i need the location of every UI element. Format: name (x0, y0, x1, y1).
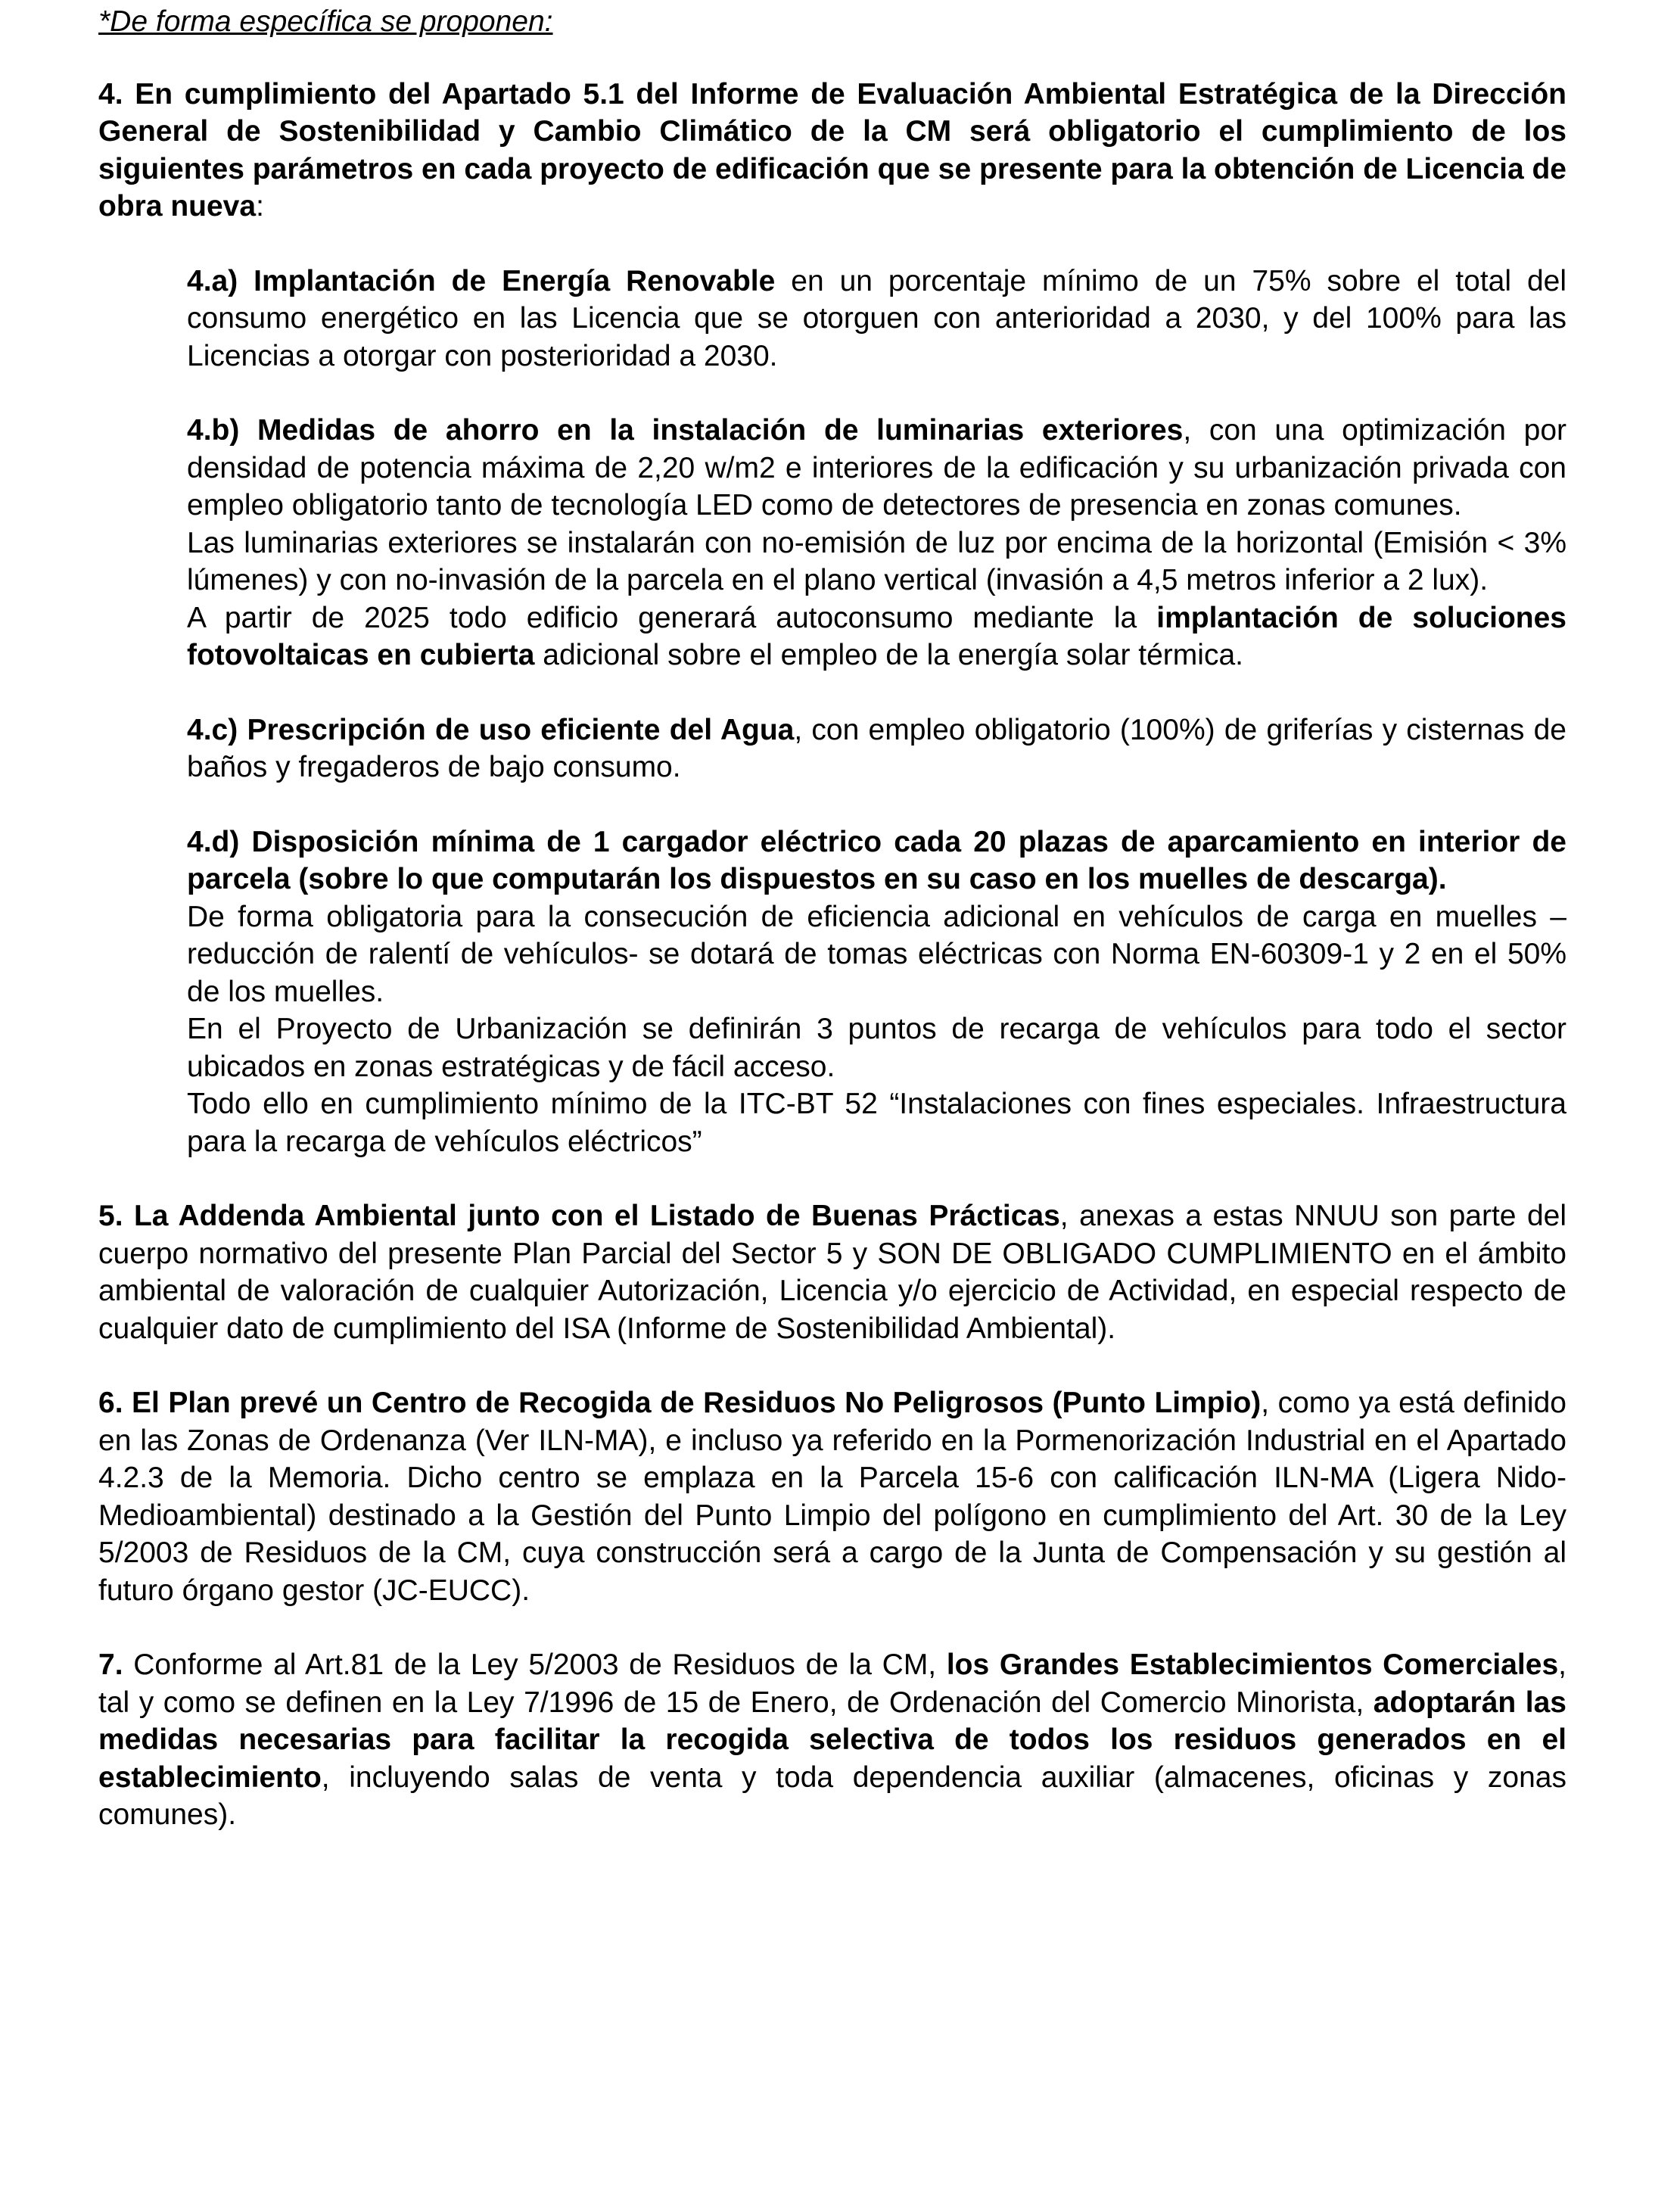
item-4b-text: , con una optimización por densidad de potencia máxima de 2,20 w/m2 e interiores de la edificación y su urbanización privada con empleo obligatorio tanto de tecnología LED como de detectores de presencia en zonas comunes. (187, 414, 1566, 521)
item-4a-bold: 4.a) Implantación de Energía Renovable (187, 264, 776, 297)
item-4b-para-3 (98, 599, 1566, 674)
item-4d (98, 823, 1566, 898)
document-page (98, 3, 1566, 1834)
item-4c (98, 711, 1566, 786)
item-4b-para-3-bold: implantación de soluciones fotovoltaicas en cubierta (187, 601, 1567, 671)
item-4a (98, 263, 1566, 375)
item-5-bold: 5. La Addenda Ambiental junto con el Listado de Buenas Prácticas (98, 1200, 1060, 1232)
item-7-number: 7. (98, 1648, 123, 1681)
item-7-text-2: , tal y como se definen en la Ley 7/1996 de 15 de Enero, de Ordenación del Comercio Minorista, (98, 1648, 1566, 1719)
item-4b (98, 412, 1566, 525)
item-4d-para-4: Todo ello en cumplimiento mínimo de la ITC-BT 52 “Instalaciones con fines especiales. Infraestructura para la recarga de vehículos eléctricos” (187, 1088, 1566, 1158)
item-4-bold: 4. En cumplimiento del Apartado 5.1 del Informe de Evaluación Ambiental Estratégica de la Dirección General de Sostenibilidad y Cambio Climático de la CM será obligatorio el cumplimiento de los siguientes parámetros en cada proyecto de edificación que se presente para la obtención de Licencia de obra nueva (98, 77, 1566, 223)
item-7 (98, 1646, 1566, 1834)
item-4b-para-3-text-a: A partir de 2025 todo edificio generará autoconsumo mediante la (187, 601, 1157, 634)
item-7-bold-3: adoptarán las medidas necesarias para facilitar la recogida selectiva de todos los residuos generados en el establecimiento (98, 1686, 1566, 1794)
item-5-text: , anexas a estas NNUU son parte del cuerpo normativo del presente Plan Parcial del Sector 5 y SON DE OBLIGADO CUMPLIMIENTO en el ámbito ambiental de valoración de cualquier Autorización, Licencia y/o ejercicio de Actividad, en especial respecto de cualquier dato de cumplimiento del ISA (Informe de Sostenibilidad Ambiental). (98, 1200, 1566, 1345)
item-6-bold: 6. El Plan prevé un Centro de Recogida de Residuos No Peligrosos (Punto Limpio) (98, 1387, 1262, 1419)
item-4-tail: : (256, 190, 264, 223)
item-4d-bold: 4.d) Disposición mínima de 1 cargador eléctrico cada 20 plazas de aparcamiento en interior de parcela (sobre lo que computarán los dispuestos en su caso en los muelles de descarga). (187, 825, 1566, 895)
item-6-text: , como ya está definido en las Zonas de Ordenanza (Ver ILN-MA), e incluso ya referido en la Pormenorización Industrial en el Apartado 4.2.3 de la Memoria. Dicho centro se emplaza en la Parcela 15-6 con calificación ILN-MA (Ligera Nido-Medioambiental) destinado a la Gestión del Punto Limpio del polígono en cumplimiento del Art. 30 de la Ley 5/2003 de Residuos de la CM, cuya construcción será a cargo de la Junta de Compensación y su gestión al futuro órgano gestor (JC-EUCC). (98, 1387, 1566, 1607)
item-5 (98, 1197, 1566, 1347)
item-4c-bold: 4.c) Prescripción de uso eficiente del Agua (187, 713, 795, 746)
intro-heading: *De forma específica se proponen: (98, 5, 553, 38)
item-6 (98, 1384, 1566, 1609)
item-7-text-1: Conforme al Art.81 de la Ley 5/2003 de Residuos de la CM, (123, 1648, 947, 1681)
item-4b-bold: 4.b) Medidas de ahorro en la instalación de luminarias exteriores (187, 414, 1184, 447)
item-4d-para-3: En el Proyecto de Urbanización se definirán 3 puntos de recarga de vehículos para todo el sector ubicados en zonas estratégicas y de fácil acceso. (187, 1013, 1566, 1083)
item-4c-text: , con empleo obligatorio (100%) de griferías y cisternas de baños y fregaderos de bajo consumo. (187, 713, 1566, 783)
item-4d-para-2: De forma obligatoria para la consecución de eficiencia adicional en vehículos de carga en muelles –reducción de ralentí de vehículos- se dotará de tomas eléctricas con Norma EN-60309-1 y 2 en el 50% de los muelles. (187, 900, 1566, 1008)
item-4b-para-3-text-b: adicional sobre el empleo de la energía solar térmica. (534, 639, 1243, 671)
item-7-text-3: , incluyendo salas de venta y toda dependencia auxiliar (almacenes, oficinas y zonas comunes). (98, 1760, 1566, 1831)
item-4b-para-2: Las luminarias exteriores se instalarán con no-emisión de luz por encima de la horizontal (Emisión < 3% lúmenes) y con no-invasión de la parcela en el plano vertical (invasión a 4,5 metros inferior a 2 lux). (187, 526, 1566, 596)
item-7-bold-2: los Grandes Establecimientos Comerciales (946, 1648, 1559, 1681)
item-4 (98, 76, 1566, 226)
item-4a-text: en un porcentaje mínimo de un 75% sobre el total del consumo energético en las Licencia que se otorguen con anterioridad a 2030, y del 100% para las Licencias a otorgar con posterioridad a 2030. (187, 264, 1566, 372)
